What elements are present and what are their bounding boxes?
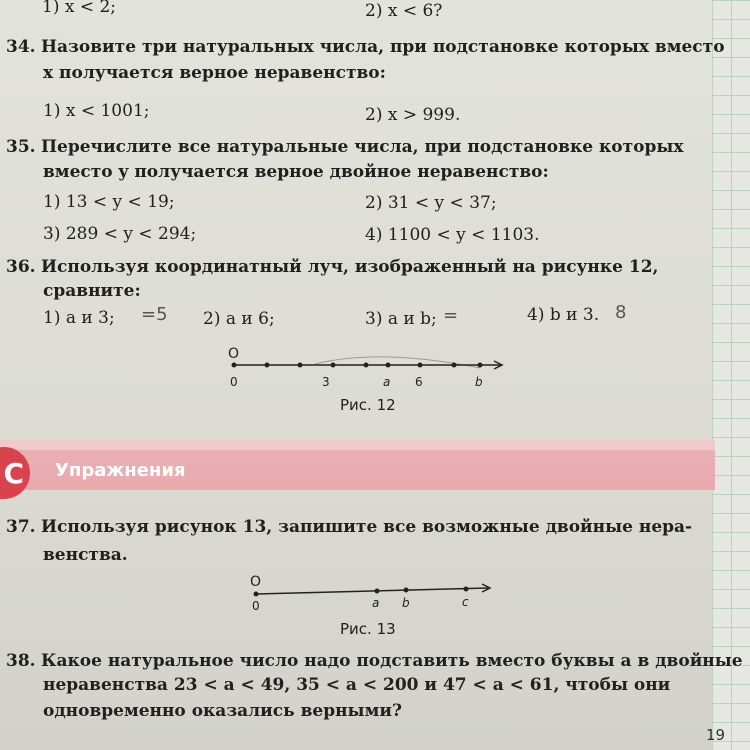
fig12-point	[478, 363, 483, 368]
fig12-point	[364, 363, 369, 368]
exercise-36-line2: сравните:	[43, 281, 141, 301]
fig13-label-b: b	[402, 596, 410, 610]
figure-13-number-ray	[240, 572, 500, 622]
exercise-38-text1: Какое натуральное число надо подставить вместо буквы a в двойные	[40, 651, 743, 671]
fig12-label-3: 3	[322, 375, 330, 389]
fig12-point	[418, 363, 423, 368]
fig12-point	[232, 363, 237, 368]
section-c-icon: C	[0, 447, 30, 499]
fig13-axis-line	[256, 588, 488, 594]
fig13-label-a: a	[372, 596, 380, 610]
exercise-34-option-1: 1) x < 1001;	[43, 101, 150, 121]
exercise-35-option-4: 4) 1100 < y < 1103.	[365, 225, 540, 245]
fig13-label-0: 0	[252, 599, 260, 613]
handwritten-note-4: 8	[615, 302, 627, 323]
fig12-label-0: 0	[230, 375, 238, 389]
figure-13-caption: Рис. 13	[340, 620, 396, 638]
exercise-38-line3: одновременно оказались верными?	[43, 701, 402, 721]
exercise-35-number: 35.	[6, 137, 36, 157]
exercise-35-option-3: 3) 289 < y < 294;	[43, 224, 197, 244]
exercise-34-number: 34.	[6, 37, 36, 57]
exercise-36-option-4: 4) b и 3.	[527, 305, 600, 325]
page-number: 19	[706, 726, 726, 744]
fig12-point	[298, 363, 303, 368]
fig13-point	[464, 587, 469, 592]
notebook-grid	[712, 0, 750, 750]
exercise-35-option-2: 2) 31 < y < 37;	[365, 193, 497, 213]
fig12-point	[265, 363, 270, 368]
exercise-36-number: 36.	[6, 257, 36, 277]
exercise-34-line1	[6, 36, 725, 58]
exercise-36-option-3: 3) a и b;	[365, 309, 437, 329]
exercise-37-number: 37.	[6, 517, 36, 537]
exercise-36-line1	[6, 256, 658, 278]
exercise-38-line2: неравенства 23 < a < 49, 35 < a < 200 и 47 < a < 61, чтобы они	[43, 675, 671, 695]
exercise-34-option-2: 2) x > 999.	[365, 105, 461, 125]
exercise-36-option-2: 2) a и 6;	[203, 309, 275, 329]
figure-12-caption: Рис. 12	[340, 396, 396, 414]
fig12-origin-label: O	[228, 346, 240, 362]
fig12-point	[331, 363, 336, 368]
handwritten-note-3: =	[443, 305, 459, 326]
handwritten-note-1: =5	[141, 304, 168, 325]
fig13-point	[375, 589, 380, 594]
section-title: Упражнения	[55, 460, 186, 481]
banner-strip	[0, 440, 715, 450]
exercise-35-line1	[6, 136, 684, 158]
exercise-38-line1	[6, 650, 743, 672]
exercise-35-text1: Перечислите все натуральные числа, при подстановке которых	[40, 137, 684, 157]
exercise-35-option-1: 1) 13 < y < 19;	[43, 192, 175, 212]
fig12-label-6: 6	[415, 375, 423, 389]
exercise-35-line2: вместо y получается верное двойное неравенство:	[43, 162, 549, 182]
fig13-point	[254, 592, 259, 597]
exercise-36-text1: Используя координатный луч, изображенный на рисунке 12,	[40, 257, 659, 277]
exercise-37-line1	[6, 516, 692, 538]
exercise-34-line2: x получается верное неравенство:	[43, 63, 386, 83]
exercise-34-text1: Назовите три натуральных числа, при подстановке которых вместо	[40, 37, 725, 57]
fig12-point	[452, 363, 457, 368]
exercise-38-number: 38.	[6, 651, 36, 671]
fig13-label-c: c	[462, 595, 469, 609]
fig13-origin-label: O	[250, 574, 262, 590]
fig12-label-b: b	[475, 375, 483, 389]
exercise-37-text1: Используя рисунок 13, запишите все возможные двойные нера-	[40, 517, 693, 537]
fig13-point	[404, 588, 409, 593]
top-option-1: 1) x < 2;	[42, 0, 117, 17]
top-option-2: 2) x < 6?	[365, 1, 443, 21]
figure-12-number-ray	[220, 340, 520, 400]
fig12-label-a: a	[383, 375, 391, 389]
exercise-37-line2: венства.	[43, 545, 128, 565]
exercise-36-option-1: 1) a и 3;	[43, 308, 115, 328]
fig12-point	[386, 363, 391, 368]
